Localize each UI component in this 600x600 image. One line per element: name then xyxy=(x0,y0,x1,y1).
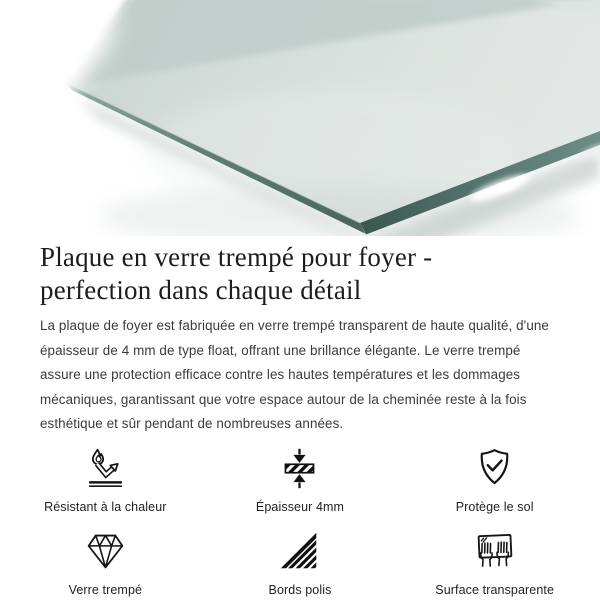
feature-item-thickness xyxy=(203,446,398,515)
feature-label: Épaisseur 4mm xyxy=(255,499,345,514)
hero-image xyxy=(0,0,600,236)
feature-item-heat-resistant xyxy=(8,446,203,515)
page-title-line1: Plaque en verre trempé pour foyer - xyxy=(40,242,433,272)
feature-label: Verre trempé xyxy=(68,582,143,597)
feature-label: Bords polis xyxy=(268,582,332,597)
heat-resistant-icon xyxy=(83,446,128,491)
hands-surface-icon xyxy=(472,529,517,574)
text-block xyxy=(0,241,600,437)
page-title xyxy=(40,241,560,307)
feature-item-polished-edges xyxy=(203,529,398,598)
shield-check-icon xyxy=(472,446,517,491)
polished-edges-icon xyxy=(277,529,322,574)
feature-item-floor-protection xyxy=(397,446,592,515)
page-title-line2: perfection dans chaque détail xyxy=(40,275,362,305)
thickness-icon xyxy=(277,446,322,491)
feature-label: Surface transparente xyxy=(435,582,555,597)
diamond-icon xyxy=(83,529,128,574)
feature-item-transparent-surface xyxy=(397,529,592,598)
feature-grid xyxy=(0,446,600,598)
product-description: La plaque de foyer est fabriquée en verre trempé transparent de haute qualité, d'une épaisseur de 4 mm de type float, offrant une brillance élégante. Le verre trempé assure une protection efficace contre les hautes températures et les dommages mécaniques, garantissant que votre espace autour de la cheminée reste à la fois esthétique et sûr pendant de nombreuses années. xyxy=(40,318,549,431)
feature-label: Protège le sol xyxy=(455,499,534,514)
feature-item-tempered-glass xyxy=(8,529,203,598)
feature-label: Résistant à la chaleur xyxy=(44,499,167,514)
